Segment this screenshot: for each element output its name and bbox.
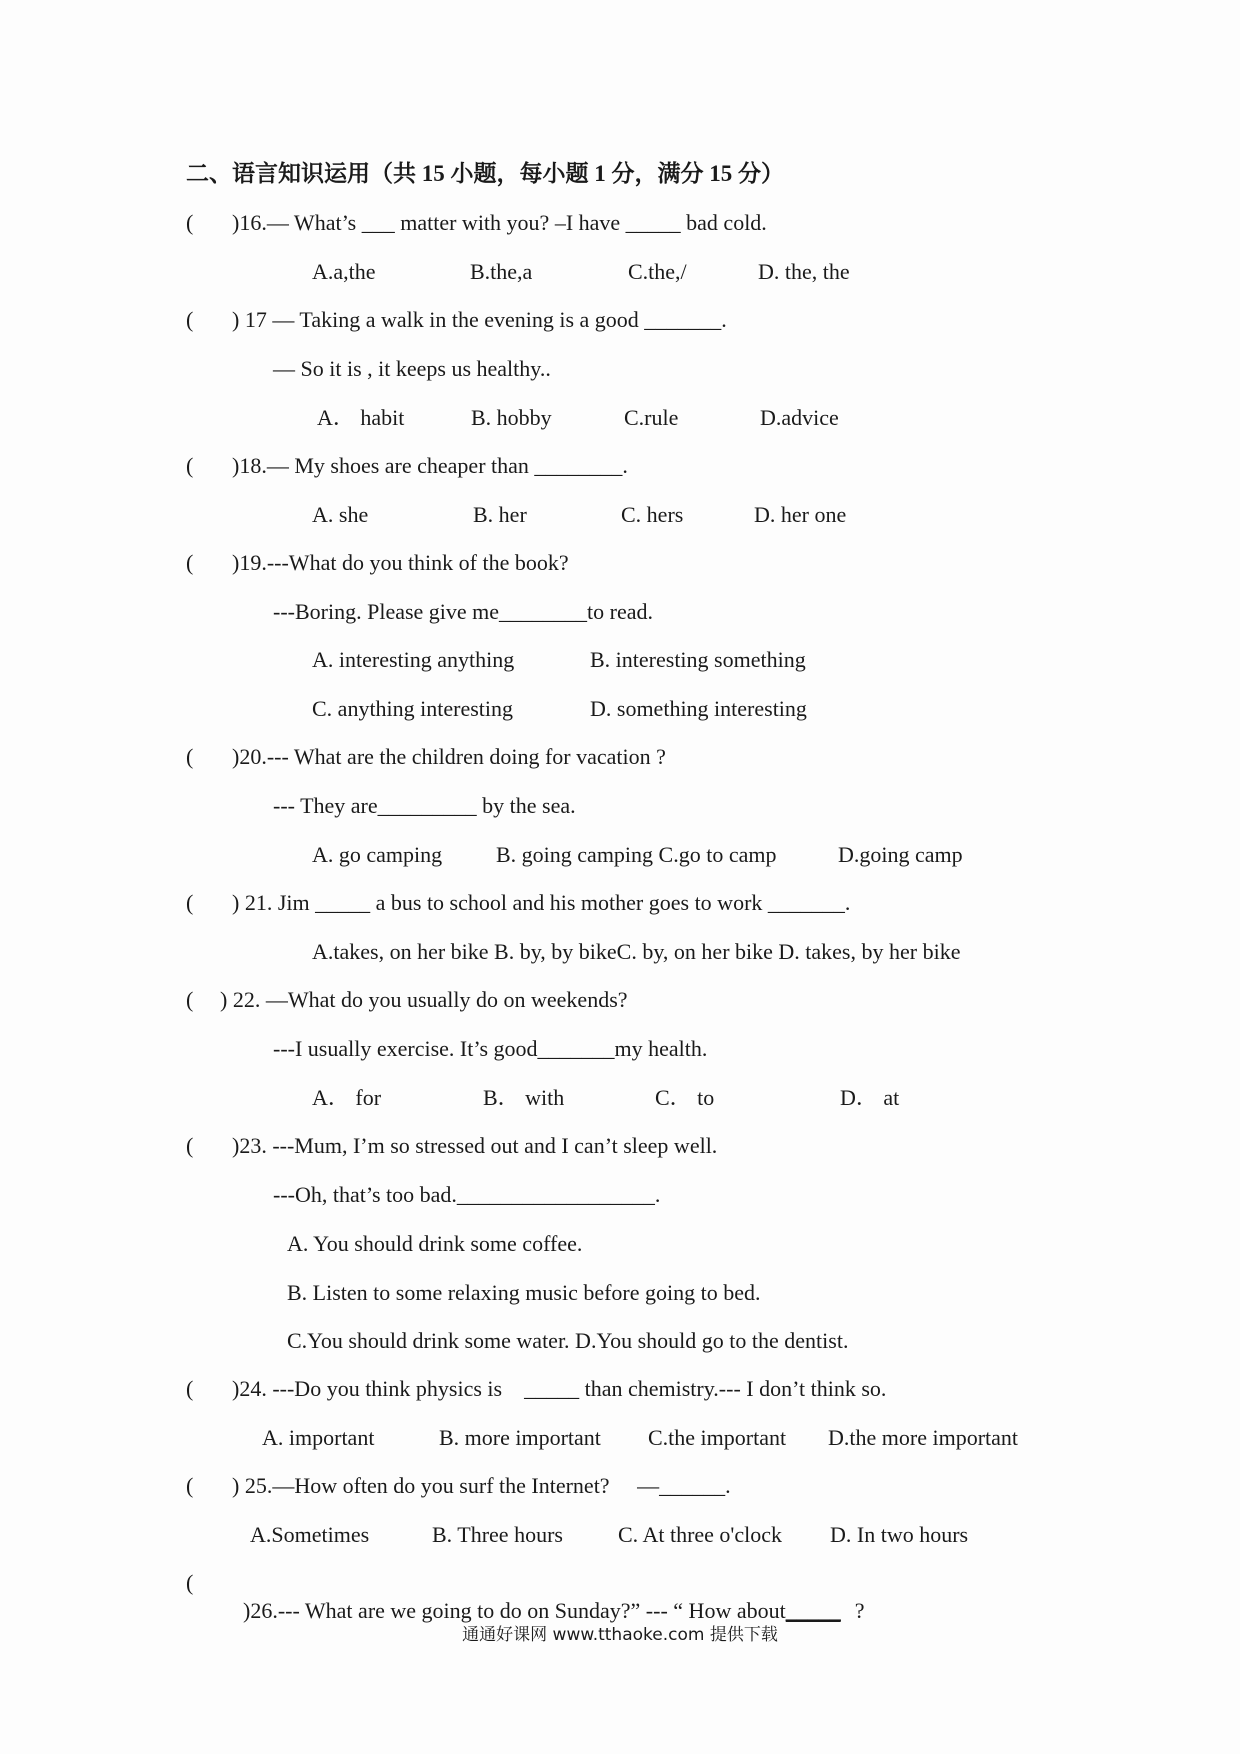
option: C. At three o'clock	[618, 1522, 783, 1547]
dialogue-line: ---Oh, that’s too bad.__________________.	[273, 1182, 661, 1207]
option: B. more important	[439, 1425, 601, 1450]
answer-paren: (	[186, 1473, 194, 1498]
option: A. You should drink some coffee.	[287, 1231, 583, 1256]
answer-paren: (	[186, 307, 194, 332]
question-stem: )20.--- What are the children doing for vacation ?	[232, 744, 666, 769]
answer-paren: (	[186, 550, 194, 575]
answer-paren: (	[186, 890, 194, 915]
option: C.You should drink some water. D.You should go to the dentist.	[287, 1328, 849, 1353]
section-title: 二、语言知识运用（共 15 小题，每小题 1 分，满分 15 分）	[186, 161, 784, 186]
option: B. Three hours	[432, 1522, 563, 1547]
dialogue-line: ---I usually exercise. It’s good_______my health.	[273, 1036, 708, 1061]
answer-blank: _____	[785, 1598, 841, 1623]
question-stem-text: )26.--- What are we going to do on Sunday?” --- “ How about	[243, 1598, 786, 1623]
option: D. something interesting	[590, 696, 807, 721]
option: B. Listen to some relaxing music before going to bed.	[287, 1280, 761, 1305]
question-stem: ) 25.—How often do you surf the Internet? —______.	[232, 1473, 731, 1498]
option: A． for	[312, 1085, 382, 1110]
dialogue-line: ---Boring. Please give me________to read.	[273, 599, 654, 624]
option: B.the,a	[470, 259, 533, 284]
answer-paren: (	[186, 210, 194, 235]
question-stem: )16.— What’s ___ matter with you? –I have _____ bad cold.	[232, 210, 767, 235]
option: D.going camp	[838, 842, 963, 867]
option: A． habit	[317, 405, 405, 430]
answer-paren: (	[186, 1376, 194, 1401]
option: C． to	[655, 1085, 715, 1110]
question-stem: )23. ---Mum, I’m so stressed out and I can’t sleep well.	[232, 1133, 718, 1158]
option: A.takes, on her bike B. by, by bikeC. by, on her bike D. takes, by her bike	[312, 939, 961, 964]
option: A.a,the	[312, 259, 376, 284]
question-stem	[232, 1569, 864, 1625]
option: C.the,/	[628, 259, 687, 284]
question-stem: ) 22. —What do you usually do on weekends?	[220, 987, 628, 1012]
option: A.Sometimes	[250, 1522, 370, 1547]
option: D. In two hours	[830, 1522, 969, 1547]
question-tail: ?	[854, 1598, 865, 1623]
option: D. her one	[754, 502, 847, 527]
option: D． at	[840, 1085, 900, 1110]
dialogue-line: — So it is , it keeps us healthy..	[273, 356, 551, 381]
question-stem: ) 17 — Taking a walk in the evening is a good _______.	[232, 307, 727, 332]
option: C.rule	[624, 405, 679, 430]
question-stem: )19.---What do you think of the book?	[232, 550, 569, 575]
option: A. go camping	[312, 842, 443, 867]
option: B. her	[473, 502, 527, 527]
option: D. the, the	[758, 259, 850, 284]
question-stem: )24. ---Do you think physics is _____ than chemistry.--- I don’t think so.	[232, 1376, 887, 1401]
footer-note: 通通好课网 www.tthaoke.com 提供下载	[462, 1625, 778, 1645]
answer-paren: (	[186, 744, 194, 769]
option: C. anything interesting	[312, 696, 514, 721]
question-stem: )18.— My shoes are cheaper than ________.	[232, 453, 628, 478]
option: C. hers	[621, 502, 684, 527]
option: C.the important	[648, 1425, 787, 1450]
option: B． with	[483, 1085, 565, 1110]
option: D.the more important	[828, 1425, 1019, 1450]
option: A. important	[262, 1425, 375, 1450]
dialogue-line: --- They are_________ by the sea.	[273, 793, 576, 818]
answer-paren: (	[186, 987, 194, 1012]
answer-paren: (	[186, 453, 194, 478]
option: B. interesting something	[590, 647, 806, 672]
answer-paren: (	[186, 1570, 194, 1595]
answer-paren: (	[186, 1133, 194, 1158]
option: B. hobby	[471, 405, 552, 430]
question-stem: ) 21. Jim _____ a bus to school and his mother goes to work _______.	[232, 890, 851, 915]
option: A. interesting anything	[312, 647, 515, 672]
option: D.advice	[760, 405, 839, 430]
option: B. going camping C.go to camp	[496, 842, 777, 867]
option: A. she	[312, 502, 369, 527]
